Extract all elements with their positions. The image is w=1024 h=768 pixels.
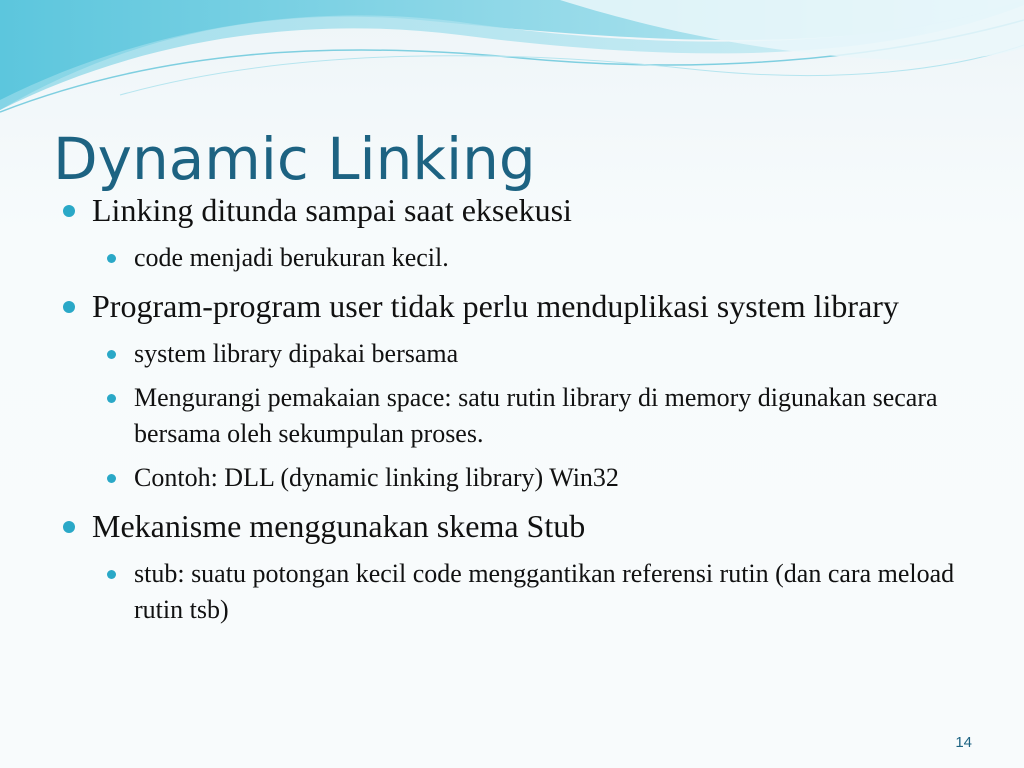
- sub-bullet-list: [92, 556, 962, 628]
- sub-bullet-text: code menjadi berukuran kecil.: [134, 243, 449, 272]
- sub-bullet-text: stub: suatu potongan kecil code menggantikan referensi rutin (dan cara meload rutin tsb): [134, 559, 955, 624]
- slide-title: Dynamic Linking: [53, 125, 536, 193]
- bullet-item: [62, 190, 962, 276]
- sub-bullet-text: Contoh: DLL (dynamic linking library) Win32: [134, 463, 619, 492]
- sub-bullet-list: [92, 336, 962, 496]
- bullet-text: Linking ditunda sampai saat eksekusi: [92, 192, 572, 228]
- bullet-dot-icon: [63, 205, 75, 217]
- sub-bullet-item: [92, 380, 962, 452]
- decorative-wave-header: [0, 0, 1024, 130]
- page-number: 14: [955, 734, 972, 751]
- sub-bullet-item: [92, 556, 962, 628]
- bullet-item: [62, 286, 962, 496]
- bullet-dot-icon: [63, 521, 75, 533]
- bullet-text: Mekanisme menggunakan skema Stub: [92, 508, 586, 544]
- bullet-dot-icon: [63, 301, 75, 313]
- sub-bullet-text: system library dipakai bersama: [134, 339, 459, 368]
- sub-bullet-dot-icon: [107, 394, 116, 403]
- sub-bullet-item: [92, 460, 962, 496]
- bullet-item: [62, 506, 962, 628]
- bullet-list: [62, 190, 962, 628]
- sub-bullet-dot-icon: [107, 254, 116, 263]
- sub-bullet-dot-icon: [107, 350, 116, 359]
- sub-bullet-list: [92, 240, 962, 276]
- sub-bullet-item: [92, 336, 962, 372]
- sub-bullet-text: Mengurangi pemakaian space: satu rutin library di memory digunakan secara bersama oleh sekumpulan proses.: [134, 383, 938, 448]
- sub-bullet-dot-icon: [107, 474, 116, 483]
- sub-bullet-item: [92, 240, 962, 276]
- bullet-text: Program-program user tidak perlu menduplikasi system library: [92, 288, 899, 324]
- sub-bullet-dot-icon: [107, 570, 116, 579]
